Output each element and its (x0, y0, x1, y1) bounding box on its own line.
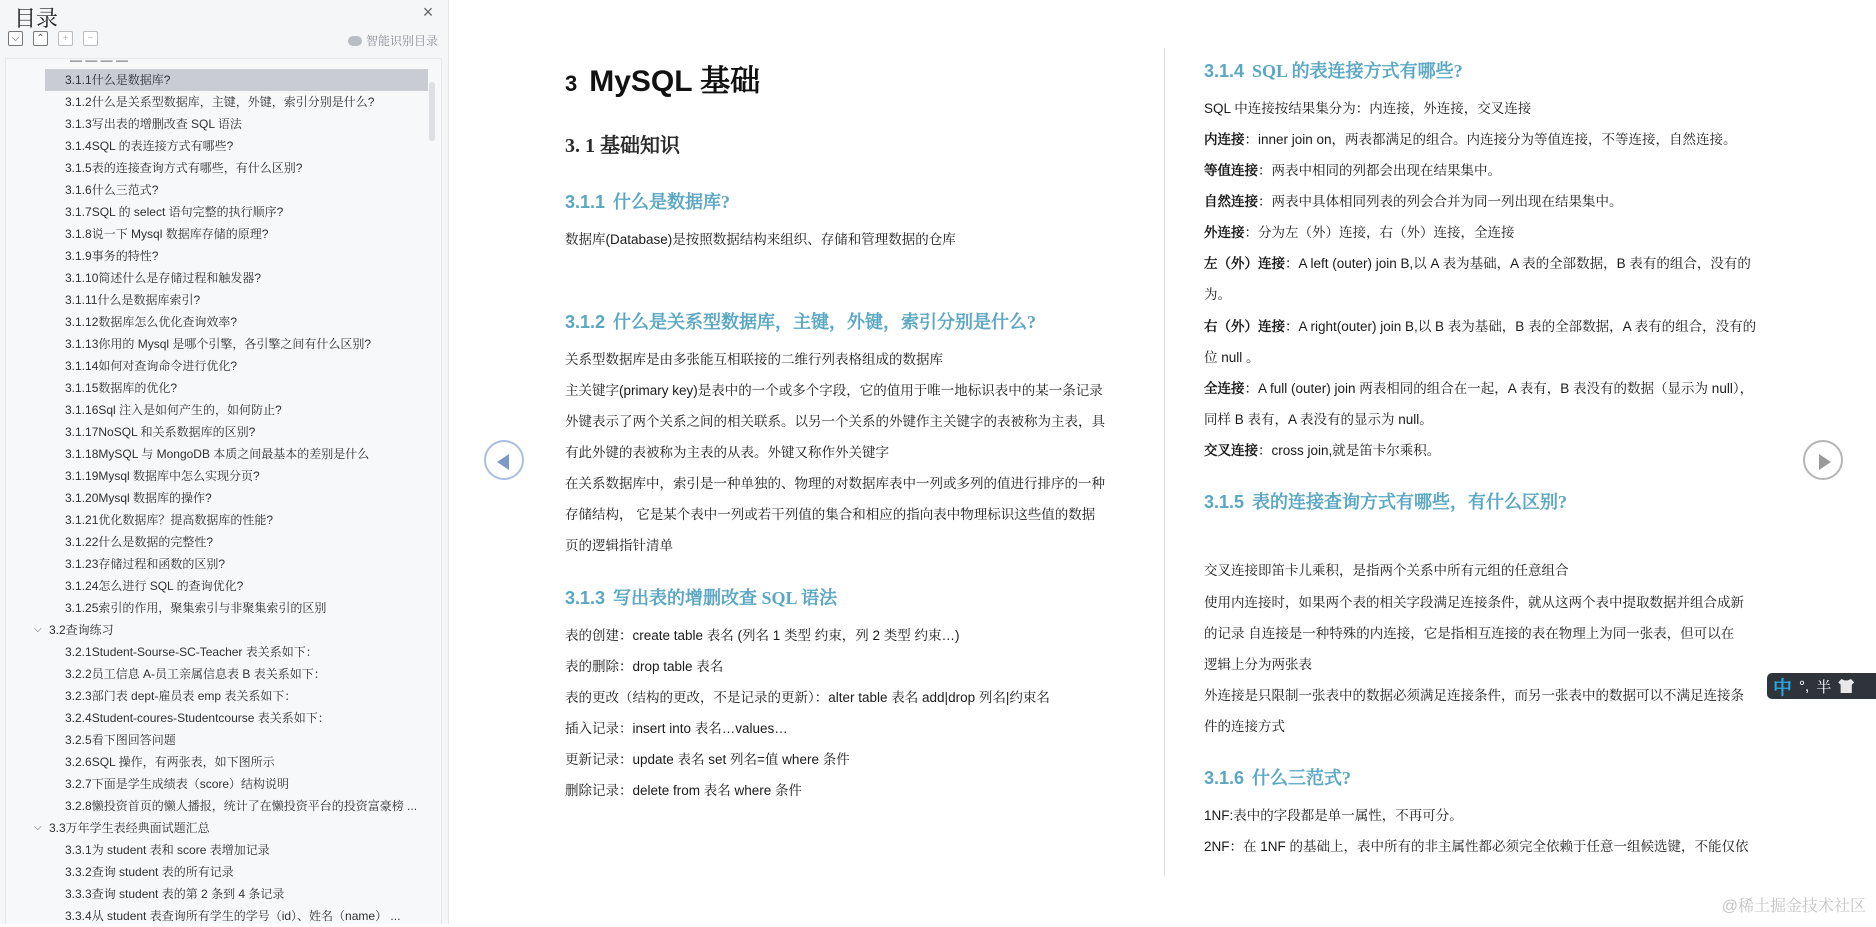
prev-page-button[interactable] (484, 440, 524, 480)
paragraph-line (1204, 379, 1753, 399)
term-description: ：cross join,就是笛卡尔乘积。 (1258, 443, 1441, 458)
term-label: 左（外）连接 (1204, 256, 1285, 271)
toc-scrollbar[interactable] (429, 82, 435, 141)
toc-item[interactable] (6, 641, 318, 663)
paragraph-line (1204, 441, 1440, 461)
paragraph-line (1204, 285, 1231, 305)
page-divider (1164, 48, 1165, 876)
toc-item[interactable] (6, 289, 200, 311)
section-title: 3. 1 基础知识 (565, 135, 680, 157)
paragraph-line: 1NF:表中的字段都是单一属性，不再可分。 (1204, 808, 1463, 823)
chapter-title-en: MySQL (589, 65, 693, 98)
term-description: 为。 (1204, 287, 1231, 302)
toc-item[interactable] (6, 531, 213, 553)
toc-item-label: 3.1.25索引的作用，聚集索引与非聚集索引的区别 (65, 601, 327, 615)
toc-item[interactable] (6, 773, 289, 795)
ime-width-toggle[interactable]: 半 (1816, 678, 1832, 696)
toc-item-label: 3.1.20Mysql 数据库的操作? (65, 491, 212, 505)
paragraph-line: 外连接是只限制一张表中的数据必须满足连接条件，而另一张表中的数据可以不满足连接条 (1204, 688, 1744, 703)
remove-bookmark-icon[interactable]: − (83, 31, 98, 46)
term-description: 同样 B 表有，A 表没有的显示为 null。 (1204, 412, 1433, 427)
term-label: 全连接 (1204, 381, 1245, 396)
toc-item-label: 3.1.15数据库的优化? (65, 381, 178, 395)
chevron-down-icon[interactable]: ⌵ (34, 822, 42, 833)
toc-item-label: 3.3.1为 student 表和 score 表增加记录 (65, 843, 270, 857)
toc-item-label: 3.2.1Student-Sourse-SC-Teacher 表关系如下： (65, 645, 318, 659)
toc-item[interactable] (6, 157, 302, 179)
term-label: 等值连接 (1204, 163, 1258, 178)
toc-item-partial: — — — — (70, 53, 129, 67)
toc-toolbar (8, 31, 98, 46)
term-description: ：两表中相同的列都会出现在结果集中。 (1258, 163, 1501, 178)
paragraph-line: 使用内连接时，如果两个表的相关字段满足连接条件，就从这两个表中提取数据并组合成新 (1204, 595, 1744, 610)
collapse-all-icon[interactable]: ⌃ (33, 31, 48, 46)
toc-item-label: 3.1.4SQL 的表连接方式有哪些? (65, 139, 234, 153)
chevron-down-icon[interactable]: ⌵ (34, 624, 42, 635)
toc-item[interactable] (45, 69, 428, 91)
toc-item-label: 3.1.3写出表的增删改查 SQL 语法 (65, 117, 242, 131)
toc-item[interactable] (6, 729, 176, 751)
paragraph-line (1204, 99, 1531, 119)
toc-item[interactable] (6, 267, 261, 289)
toc-item-label: 3.2.6SQL 操作，有两张表，如下图所示 (65, 755, 275, 769)
ime-punct-toggle[interactable]: °, (1799, 677, 1810, 695)
heading-3-1-3: 3.1.3 写出表的增删改查 SQL 语法 (565, 588, 838, 608)
paragraph-line: 有此外键的表被称为主表的从表。外键又称作外关键字 (565, 445, 889, 460)
toc-item[interactable] (6, 399, 282, 421)
paragraph: 数据库(Database)是按照数据结构来组织、存储和管理数据的仓库 (565, 232, 956, 247)
toc-item-label: 3.1.22什么是数据的完整性? (65, 535, 214, 549)
paragraph-line (1204, 317, 1756, 337)
paragraph-line (1204, 410, 1433, 430)
toc-item[interactable] (6, 443, 369, 465)
toc-item[interactable] (6, 113, 242, 135)
toc-item-label: 3.1.23存储过程和函数的区别? (65, 557, 226, 571)
chapter-number: 3 (565, 71, 578, 96)
term-description: ：inner join on，两表都满足的组合。内连接分为等值连接，不等连接，自然连接。 (1244, 132, 1737, 147)
toc-item[interactable] (6, 795, 417, 817)
toc-item-label: 3.1.18MySQL 与 MongoDB 本质之间最基本的差别是什么 (65, 447, 370, 461)
toc-item-label: 3.2.7下面是学生成绩表（score）结构说明 (65, 777, 290, 791)
paragraph-line (1204, 161, 1501, 181)
paragraph-line: 件的连接方式 (1204, 719, 1285, 734)
term-description: ：A full (outer) join 两表相同的组合在一起，A 表有，B 表没有的数据（显示为 null）， (1244, 381, 1754, 396)
toc-item-label: 3.1.7SQL 的 select 语句完整的执行顺序? (65, 205, 284, 219)
smart-toc-label: 智能识别目录 (365, 34, 438, 48)
toc-title: 目录 (14, 6, 59, 31)
term-label: 外连接 (1204, 225, 1245, 240)
toc-item-label: 3.1.24怎么进行 SQL 的查询优化? (65, 579, 244, 593)
toc-item[interactable] (6, 179, 158, 201)
paragraph-line (1204, 254, 1751, 274)
toc-item[interactable] (6, 377, 177, 399)
toc-sidebar (0, 0, 449, 924)
paragraph-line: 表的更改（结构的更改，不是记录的更新）：alter table 表名 add|drop 列名|约束名 (565, 690, 1050, 705)
toc-item[interactable] (6, 839, 270, 861)
paragraph-line: 关系型数据库是由多张能互相联接的二维行列表格组成的数据库 (565, 352, 943, 367)
paragraph-line: 2NF：在 1NF 的基础上，表中所有的非主属性都必须完全依赖于任意一组候选键，不能仅依 (1204, 839, 1749, 854)
toc-item[interactable] (6, 883, 284, 905)
toc-item-label: 3.1.2什么是关系型数据库，主键，外键，索引分别是什么? (65, 95, 375, 109)
toc-item-label: 3.1.13你用的 Mysql 是哪个引擎，各引擎之间有什么区别? (65, 337, 372, 351)
ime-toolbar[interactable] (1767, 673, 1876, 699)
toc-item-label: 3.1.16Sql 注入是如何产生的，如何防止? (65, 403, 282, 417)
toc-item[interactable] (6, 355, 237, 377)
toc-item[interactable] (6, 91, 374, 113)
paragraph-line (1204, 130, 1737, 150)
term-description: ：两表中具体相同列表的列会合并为同一列出现在结果集中。 (1258, 194, 1623, 209)
shirt-icon[interactable] (1838, 679, 1854, 693)
term-description: SQL 中连接按结果集分为：内连接，外连接，交叉连接 (1204, 101, 1532, 116)
paragraph-line: 的记录 自连接是一种特殊的内连接，它是指相互连接的表在物理上为同一张表，但可以在 (1204, 626, 1735, 641)
toc-item-label: 3.2.8懒投资首页的懒人播报，统计了在懒投资平台的投资富豪榜 ... (65, 799, 418, 813)
paragraph-line: 更新记录：update 表名 set 列名=值 where 条件 (565, 752, 850, 767)
term-label: 内连接 (1204, 132, 1245, 147)
paragraph-line (1204, 348, 1260, 368)
heading-3-1-1: 3.1.1 什么是数据库? (565, 192, 731, 212)
paragraph-line: 主关键字(primary key)是表中的一个或多个字段，它的值用于唯一地标识表中的某一条记录 (565, 383, 1103, 398)
toc-item[interactable] (6, 707, 330, 729)
chapter-title-zh: 基础 (700, 65, 761, 98)
toc-item-label: 3.1.17NoSQL 和关系数据库的区别? (65, 425, 256, 439)
toc-item-label: 3.1.6什么三范式? (65, 183, 159, 197)
term-label: 交叉连接 (1204, 443, 1258, 458)
term-description: 位 null 。 (1204, 350, 1260, 365)
toc-item-label: 3.3.3查询 student 表的第 2 条到 4 条记录 (65, 887, 285, 901)
toc-item[interactable] (6, 421, 255, 443)
expand-all-icon[interactable]: ⌵ (8, 31, 23, 46)
term-label: 自然连接 (1204, 194, 1258, 209)
toc-item-label: 3.3.4从 student 表查询所有学生的学号（id）、姓名（name） ... (65, 909, 401, 923)
toc-item-label: 3.1.12数据库怎么优化查询效率? (65, 315, 238, 329)
heading-3-1-2: 3.1.2 什么是关系型数据库，主键，外键，索引分别是什么? (565, 312, 1037, 332)
toc-item-label: 3.1.8说一下 Mysql 数据库存储的原理? (65, 227, 269, 241)
toc-item[interactable] (6, 861, 234, 883)
toc-item-label: 3.2.4Student-coures-Studentcourse 表关系如下： (65, 711, 330, 725)
add-bookmark-icon[interactable]: + (58, 31, 73, 46)
toc-item[interactable] (6, 245, 158, 267)
chapter-title (565, 56, 760, 100)
heading-3-1-5: 3.1.5 表的连接查询方式有哪些，有什么区别? (1204, 492, 1568, 512)
toc-item-label: 3.1.19Mysql 数据库中怎么实现分页? (65, 469, 260, 483)
toc-item[interactable] (6, 311, 237, 333)
toc-item[interactable] (6, 685, 296, 707)
next-page-button[interactable] (1803, 440, 1843, 480)
toc-item-label: 3.1.14如何对查询命令进行优化? (65, 359, 238, 373)
toc-item-label: 3.1.9事务的特性? (65, 249, 159, 263)
paragraph-line: 删除记录：delete from 表名 where 条件 (565, 783, 803, 798)
term-description: ：A left (outer) join B,以 A 表为基础，A 表的全部数据，B 表有的组合，没有的 (1285, 256, 1751, 271)
paragraph-line: 在关系数据库中，索引是一种单独的、物理的对数据库表中一列或多列的值进行排序的一种 (565, 476, 1105, 491)
term-description: ：分为左（外）连接，右（外）连接，全连接 (1244, 225, 1515, 240)
toc-item-label: 3.2.5看下图回答问题 (65, 733, 176, 747)
toc-section-item[interactable] (6, 817, 210, 839)
toc-item[interactable] (6, 135, 233, 157)
toc-item[interactable] (6, 223, 268, 245)
toc-item[interactable] (6, 487, 212, 509)
paragraph-line (1204, 192, 1623, 212)
term-label: 右（外）连接 (1204, 319, 1285, 334)
toc-item-label: 3.1.1什么是数据库? (65, 73, 171, 87)
smart-toc-button[interactable] (348, 32, 438, 49)
toc-item-label: 3.3.2查询 student 表的所有记录 (65, 865, 234, 879)
heading-3-1-4: 3.1.4 SQL 的表连接方式有哪些? (1204, 61, 1463, 81)
paragraph-line: 存储结构， 它是某个表中一列或若干列值的集合和相应的指向表中物理标识这些值的数据 (565, 507, 1096, 522)
toc-item-label: 3.3万年学生表经典面试题汇总 (49, 821, 210, 835)
paragraph-line: 逻辑上分为两张表 (1204, 657, 1312, 672)
paragraph-line: 交叉连接即笛卡儿乘积，是指两个关系中所有元组的任意组合 (1204, 563, 1569, 578)
paragraph-line: 插入记录：insert into 表名…values… (565, 721, 788, 736)
smart-toc-icon (348, 36, 362, 46)
toc-list[interactable] (5, 53, 442, 924)
toc-item[interactable] (6, 333, 371, 355)
term-description: ：A right(outer) join B,以 B 表为基础，B 表的全部数据，A 表有的组合，没有的 (1285, 319, 1757, 334)
toc-item-label: 3.2查询练习 (49, 623, 114, 637)
toc-item-label: 3.1.5表的连接查询方式有哪些，有什么区别? (65, 161, 303, 175)
toc-item-label: 3.1.10简述什么是存储过程和触发器? (65, 271, 262, 285)
toc-item[interactable] (6, 201, 283, 223)
paragraph-line: 页的逻辑指针清单 (565, 538, 673, 553)
toc-item[interactable] (6, 575, 243, 597)
toc-item-label: 3.1.21优化数据库？提高数据库的性能? (65, 513, 274, 527)
arrow-right-icon (1819, 454, 1831, 470)
toc-item[interactable] (6, 905, 400, 927)
paragraph-line: 表的删除：drop table 表名 (565, 659, 724, 674)
watermark: @稀土掘金技术社区 (1721, 898, 1866, 915)
toc-item-label: 3.2.2员工信息 A-员工亲属信息表 B 表关系如下： (65, 667, 326, 681)
toc-item[interactable] (6, 553, 225, 575)
arrow-left-icon (497, 454, 509, 470)
toc-item-label: 3.2.3部门表 dept-雇员表 emp 表关系如下： (65, 689, 297, 703)
paragraph-line: 表的创建：create table 表名 (列名 1 类型 约束，列 2 类型 约束…) (565, 628, 960, 643)
paragraph-line (1204, 223, 1515, 243)
ime-mode-toggle[interactable]: 中 (1773, 677, 1793, 699)
toc-item[interactable] (6, 751, 275, 773)
toc-item[interactable] (6, 597, 326, 619)
heading-3-1-6: 3.1.6 什么三范式? (1204, 768, 1352, 788)
close-icon[interactable]: × (422, 2, 434, 22)
toc-item-label: 3.1.11什么是数据库索引? (65, 293, 201, 307)
toc-item[interactable] (6, 465, 260, 487)
paragraph-line: 外键表示了两个关系之间的相关联系。以另一个关系的外键作主关键字的表被称为主表，具 (565, 414, 1105, 429)
toc-section-item[interactable] (6, 619, 114, 641)
toc-item[interactable] (6, 663, 326, 685)
toc-item[interactable] (6, 509, 273, 531)
